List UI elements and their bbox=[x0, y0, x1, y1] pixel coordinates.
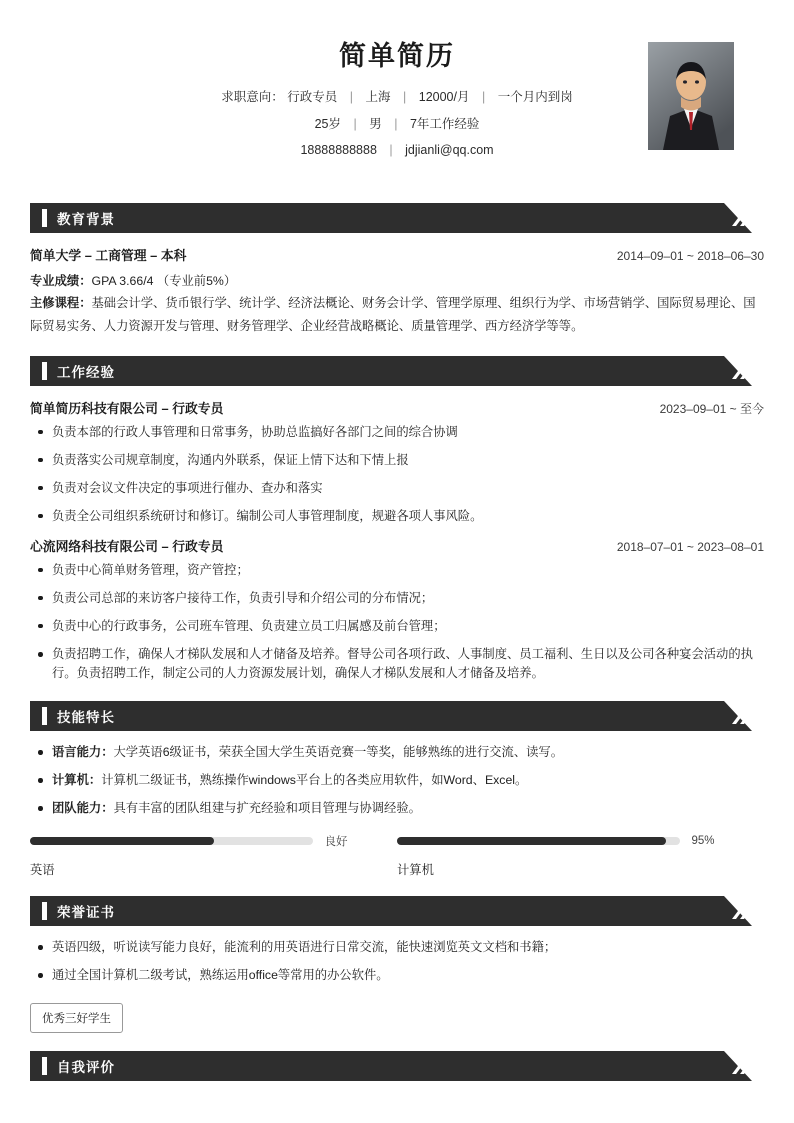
education-score-label: 专业成绩： bbox=[30, 273, 92, 288]
education-school: 简单大学 – 工商管理 – 本科 bbox=[30, 247, 187, 263]
portrait-photo bbox=[648, 42, 734, 150]
list-item: 负责本部的行政人事管理和日常事务，协助总监搞好各部门之间的综合协调 bbox=[30, 423, 764, 442]
list-item: 负责招聘工作，确保人才梯队发展和人才储备及培养。督导公司各项行政、人事制度、员工福利、生日以及公司各种宴会活动的执行。负责招聘工作，制定公司的人力资源发展计划，确保人才梯队发展和人才储备及培养。 bbox=[30, 645, 764, 683]
list-item bbox=[30, 799, 764, 818]
section-title: 教育背景 bbox=[57, 211, 115, 227]
education-courses-label: 主修课程： bbox=[30, 296, 92, 311]
list-item: 英语四级，听说读写能力良好，能流利的用英语进行日常交流，能快速浏览英文文档和书籍； bbox=[30, 938, 764, 957]
progress-value: 良好 bbox=[324, 836, 348, 849]
education-score-value: GPA 3.66/4 （专业前5%） bbox=[91, 273, 237, 288]
section-header-education bbox=[30, 203, 764, 233]
chevron-corner-icon bbox=[724, 701, 764, 731]
list-item: 负责对会议文件决定的事项进行催办、查办和落实 bbox=[30, 479, 764, 498]
job-intent-label: 求职意向： bbox=[221, 90, 284, 104]
list-item: 负责公司总部的来访客户接待工作，负责引导和介绍公司的分布情况； bbox=[30, 589, 764, 608]
divider: | bbox=[353, 116, 357, 131]
section-header-selfeval bbox=[30, 1051, 764, 1081]
bar-tick-icon bbox=[42, 362, 47, 380]
skill-meters bbox=[30, 832, 764, 878]
age: 25岁 bbox=[314, 116, 341, 131]
list-item: 通过全国计算机二级考试，熟练运用office等常用的办公软件。 bbox=[30, 966, 764, 985]
work-duty-list bbox=[30, 423, 764, 526]
chevron-corner-icon bbox=[724, 203, 764, 233]
skill-text: 大学英语6级证书，荣获全国大学生英语竞赛一等奖，能够熟练的进行交流、读写。 bbox=[113, 745, 564, 760]
work-entry bbox=[30, 536, 764, 683]
section-header-work bbox=[30, 356, 764, 386]
section-header-honor bbox=[30, 896, 764, 926]
education-courses-value: 基础会计学、货币银行学、统计学、经济法概论、财务会计学、管理学原理、组织行为学、市场营销学、国际贸易理论、国际贸易实务、人力资源开发与管理、财务管理学、企业经营战略概论、质量管理学、西方经济学等等。 bbox=[30, 296, 756, 333]
bar-tick-icon bbox=[42, 1057, 47, 1075]
education-entry bbox=[30, 245, 764, 338]
education-score bbox=[30, 270, 764, 293]
chevron-corner-icon bbox=[724, 896, 764, 926]
email-address: jdjianli@qq.com bbox=[405, 143, 494, 157]
list-item: 负责中心简单财务管理，资产管控； bbox=[30, 561, 764, 580]
job-intent-salary: 12000/月 bbox=[418, 90, 470, 104]
list-item bbox=[30, 743, 764, 762]
chevron-corner-icon bbox=[724, 1051, 764, 1081]
status-badge: 优秀三好学生 bbox=[30, 1003, 123, 1033]
chevron-corner-icon bbox=[724, 356, 764, 386]
honor-list bbox=[30, 938, 764, 985]
section-title: 工作经验 bbox=[57, 364, 115, 380]
work-date: 2023–09–01 ~ 至今 bbox=[659, 401, 764, 416]
page-title: 简单简历 bbox=[339, 41, 455, 71]
job-intent-city: 上海 bbox=[365, 90, 391, 104]
divider: | bbox=[481, 90, 486, 104]
gender: 男 bbox=[369, 116, 382, 131]
section-header-skills bbox=[30, 701, 764, 731]
list-item: 负责落实公司规章制度，沟通内外联系，保证上情下达和下情上报 bbox=[30, 451, 764, 470]
progress-track bbox=[397, 837, 680, 845]
skill-meter-label: 计算机 bbox=[397, 863, 434, 878]
list-item bbox=[30, 771, 764, 790]
phone-number: 18888888888 bbox=[300, 143, 377, 157]
skill-meter-computer bbox=[397, 832, 764, 878]
education-courses bbox=[30, 292, 764, 337]
section-title: 荣誉证书 bbox=[57, 905, 115, 921]
bar-tick-icon bbox=[42, 209, 47, 227]
job-intent-availability: 一个月内到岗 bbox=[497, 90, 573, 104]
experience-years: 7年工作经验 bbox=[409, 116, 480, 131]
skill-label: 团队能力： bbox=[52, 801, 114, 816]
divider: | bbox=[403, 90, 407, 104]
work-row-head bbox=[30, 536, 764, 555]
list-item: 负责全公司组织系统研讨和修订。编制公司人事管理制度，规避各项人事风险。 bbox=[30, 507, 764, 526]
divider: | bbox=[394, 116, 398, 131]
progress-value: 95% bbox=[691, 835, 715, 848]
honor-tags bbox=[30, 1003, 764, 1033]
divider: | bbox=[389, 143, 393, 157]
progress-track bbox=[30, 837, 313, 845]
section-title: 自我评价 bbox=[57, 1060, 115, 1076]
skill-meter-english bbox=[30, 832, 397, 878]
skill-label: 语言能力： bbox=[52, 745, 114, 760]
work-company: 心流网络科技有限公司 – 行政专员 bbox=[30, 538, 224, 554]
skills-list bbox=[30, 743, 764, 818]
progress-fill bbox=[30, 837, 214, 845]
work-row-head bbox=[30, 398, 764, 417]
skill-text: 具有丰富的团队组建与扩充经验和项目管理与协调经验。 bbox=[113, 801, 421, 816]
skill-text: 计算机二级证书，熟练操作windows平台上的各类应用软件，如Word、Excel。 bbox=[101, 773, 528, 788]
work-date: 2018–07–01 ~ 2023–08–01 bbox=[616, 539, 764, 554]
progress-fill bbox=[397, 837, 666, 845]
bar-tick-icon bbox=[42, 902, 47, 920]
skill-label: 计算机： bbox=[52, 773, 102, 788]
bar-tick-icon bbox=[42, 707, 47, 725]
skill-meter-label: 英语 bbox=[30, 863, 55, 878]
resume-header bbox=[30, 0, 764, 185]
list-item: 负责中心的行政事务，公司班车管理、负责建立员工归属感及前台管理； bbox=[30, 617, 764, 636]
work-entry bbox=[30, 398, 764, 526]
education-row-head bbox=[30, 245, 764, 264]
divider: | bbox=[349, 90, 354, 104]
work-company: 简单简历科技有限公司 – 行政专员 bbox=[30, 400, 224, 416]
education-date: 2014–09–01 ~ 2018–06–30 bbox=[616, 248, 764, 263]
work-duty-list bbox=[30, 561, 764, 683]
job-intent-position: 行政专员 bbox=[287, 90, 338, 104]
section-title: 技能特长 bbox=[57, 710, 115, 726]
